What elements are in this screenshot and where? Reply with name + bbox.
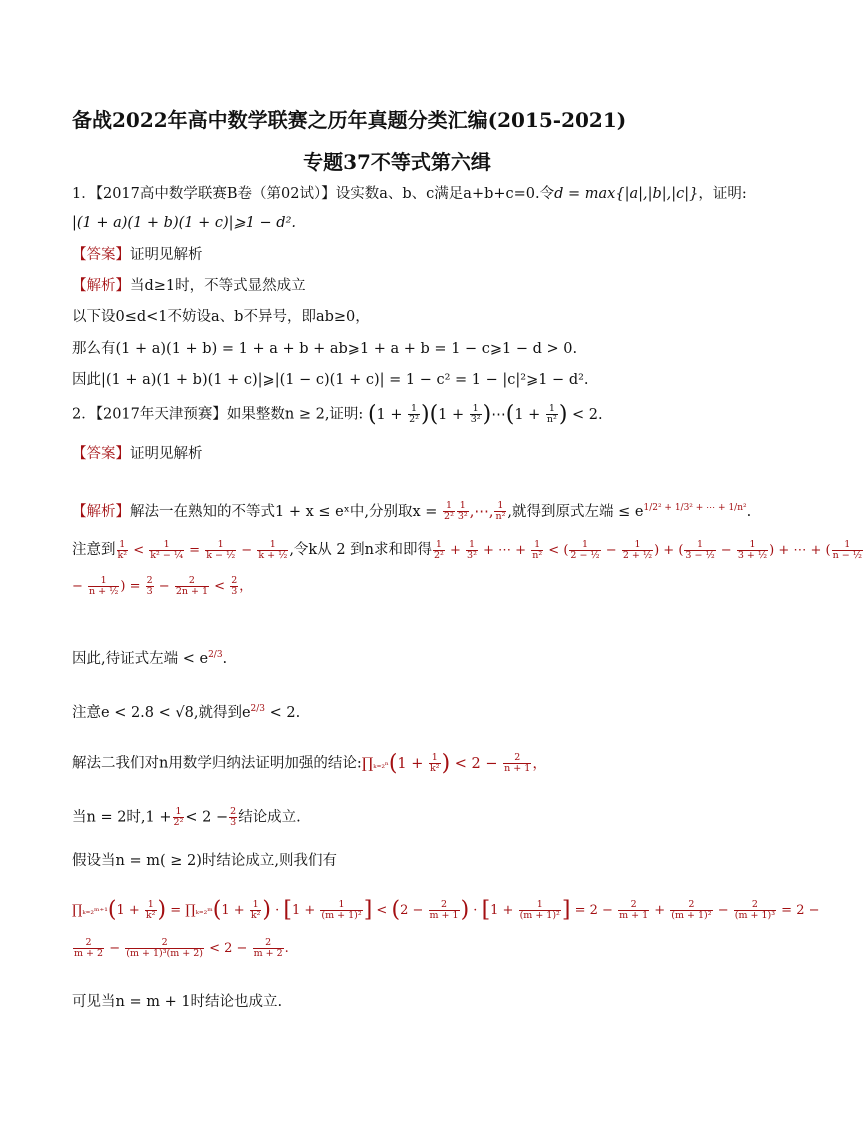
note-mid: ,令k从 2 到n求和即得 bbox=[289, 542, 432, 558]
method2-line: 解法二我们对n用数学归纳法证明加强的结论:∏ₖ₌₂ⁿ(1 + $\frac{1}{\text{k²}}$ ) < 2 − $\frac{2}{n + 1}$ ， bbox=[72, 750, 547, 776]
induction-hypothesis: 假设当n = m( ≥ 2)时结论成立,则我们有 bbox=[72, 853, 337, 869]
answer-line bbox=[72, 444, 734, 464]
problem-1-formula: |(1 + a)(1 + b)(1 + c)|⩾1 − d². bbox=[72, 215, 296, 231]
analysis-tag: 【解析】 bbox=[72, 503, 130, 520]
analysis-text: 当d≥1时，不等式显然成立 bbox=[130, 278, 306, 294]
document-subtitle: 专题37不等式第六缉 bbox=[303, 150, 491, 174]
formula: d = max{|a|,|b|,|c|} bbox=[554, 186, 699, 202]
conclusion-text: 因此,待证式左端 < e bbox=[72, 650, 209, 667]
analysis-tag: 【解析】 bbox=[72, 278, 130, 294]
telescoping-line: 注意到 $\frac{1}{\text{k²}}$ < $\frac{1}{\text{k² − ¼}}$ = $\frac{1}{\text{k − ½}}$ − $\frac{1}{\text{k + ½}}$ ,令k从 2 到n求和即得 $\frac{1}{\text{2²}}$ + $\frac{1}{\text{3²}}$ + ⋯ + $\frac{1}{\text{n²}}$ < ( $\frac{1}{\text{2 − ½}}$ − $\frac{1}{\text{2 + ½}}$ ) + ( $\frac{1}{\text{3 − ½}}$ − $\frac{1}{\text{3 + ½}}$ ) + ⋯ + ( $\frac{1}{\text{n − ½}}$ bbox=[72, 539, 862, 561]
base-case-a: 当n = 2时,1 + bbox=[72, 809, 172, 826]
method1-intro: 解法一在熟知的不等式1 + x ≤ eˣ中,分别取x = bbox=[130, 503, 438, 520]
base-case-c: 结论成立. bbox=[238, 809, 301, 826]
induction-step-line: ∏ₖ₌₂ᵐ⁺¹(1 + $\frac{1}{\text{k²}}$ ) = ∏ₖ₌₂ᵐ(1 + $\frac{1}{\text{k²}}$ ) · [1 + $\frac{1}{\text{(m + 1)²}}$ ] < (2 − $\frac{2}{m + 1}$ ) · [1 + $\frac{1}{\text{(m + 1)²}}$ ] = 2 − $\frac{2}{m + 1}$ + $\frac{2}{\text{(m + 1)²}}$ − $\frac{2}{\text{(m + 1)³}}$ = 2 − bbox=[72, 897, 820, 923]
answer-text: 证明见解析 bbox=[130, 247, 203, 263]
analysis-line: 那么有(1 + a)(1 + b) = 1 + a + b + ab⩾1 + a + b = 1 − c⩾1 − d > 0. bbox=[72, 341, 578, 357]
conclusion-end: < 2. bbox=[265, 704, 301, 721]
problem-number: 2． bbox=[72, 406, 96, 423]
analysis-line bbox=[72, 276, 734, 296]
method1-mid: ,就得到原式左端 ≤ e bbox=[507, 503, 644, 520]
problem-source: 【2017年天津预赛】 bbox=[95, 406, 227, 423]
problem-number: 1． bbox=[72, 186, 96, 202]
analysis-line: 【解析】解法一在熟知的不等式1 + x ≤ eˣ中,分别取x = $\frac{1}{\text{2²}}$ $\frac{1}{\text{3²}}$ ,⋯, $\frac{1}{\text{n²}}$ ,就得到原式左端 ≤ $e^{1/2^2 + 1/3^2 + \cdots + 1/n^2}$. bbox=[72, 500, 752, 523]
method2-text: 解法二我们对n用数学归纳法证明加强的结论: bbox=[72, 755, 362, 772]
induction-step-line: $\frac{2}{m + 2}$ − $\frac{2}{\text{(m + 1)³(m + 2)}}$ < 2 − $\frac{2}{m + 2}$ . bbox=[74, 937, 289, 959]
conclusion-line: 注意e < 2.8 < √8,就得到$e^{2/3} < 2$. bbox=[72, 704, 301, 721]
answer-line bbox=[72, 245, 734, 265]
answer-tag: 【答案】 bbox=[72, 446, 130, 462]
document-title: 备战2022年高中数学联赛之历年真题分类汇编(2015-2021) bbox=[72, 108, 627, 132]
problem-2-statement bbox=[72, 401, 734, 427]
conclusion-line: 因此,待证式左端 < $e^{2/3}$. bbox=[72, 650, 228, 667]
problem-text: ，证明: bbox=[698, 186, 747, 202]
problem-1-statement bbox=[72, 184, 747, 204]
problem-text: 如果整数n ≥ 2,证明: bbox=[226, 406, 364, 423]
answer-tag: 【答案】 bbox=[72, 247, 130, 263]
telescoping-line: − $\frac{1}{\text{n + ½}}$ ) = $\frac{2}{3}$ − $\frac{2}{2n + 1}$ < $\frac{2}{3}$ ， bbox=[72, 575, 253, 597]
base-case-line: 当n = 2时,1 + $\frac{1}{\text{2²}}$ < 2 − $\frac{2}{3}$ 结论成立. bbox=[72, 806, 301, 828]
base-case-b: < 2 − bbox=[185, 809, 229, 826]
problem-text: 设实数a、b、c满足a+b+c=0.令 bbox=[335, 186, 555, 202]
problem-source: 【2017高中数学联赛B卷（第02试）】 bbox=[95, 186, 336, 202]
answer-text: 证明见解析 bbox=[130, 446, 203, 462]
product-formula: (1 + $\frac{1}{\text{2²}}$ )(1 + $\frac{1}{\text{3²}}$ )⋯(1 + $\frac{1}{\text{n²}}$ ) < 2. bbox=[367, 401, 603, 427]
conclusion-text: 注意e < 2.8 < √8,就得到e bbox=[72, 704, 251, 721]
note-prefix: 注意到 bbox=[72, 542, 116, 558]
analysis-line: 以下设0≤d<1不妨设a、b不异号，即ab≥0， bbox=[72, 309, 370, 325]
final-line: 可见当n = m + 1时结论也成立. bbox=[72, 994, 283, 1010]
analysis-line: 因此|(1 + a)(1 + b)(1 + c)|⩾|(1 − c)(1 + c)| = 1 − c² = 1 − |c|²⩾1 − d². bbox=[72, 372, 589, 388]
